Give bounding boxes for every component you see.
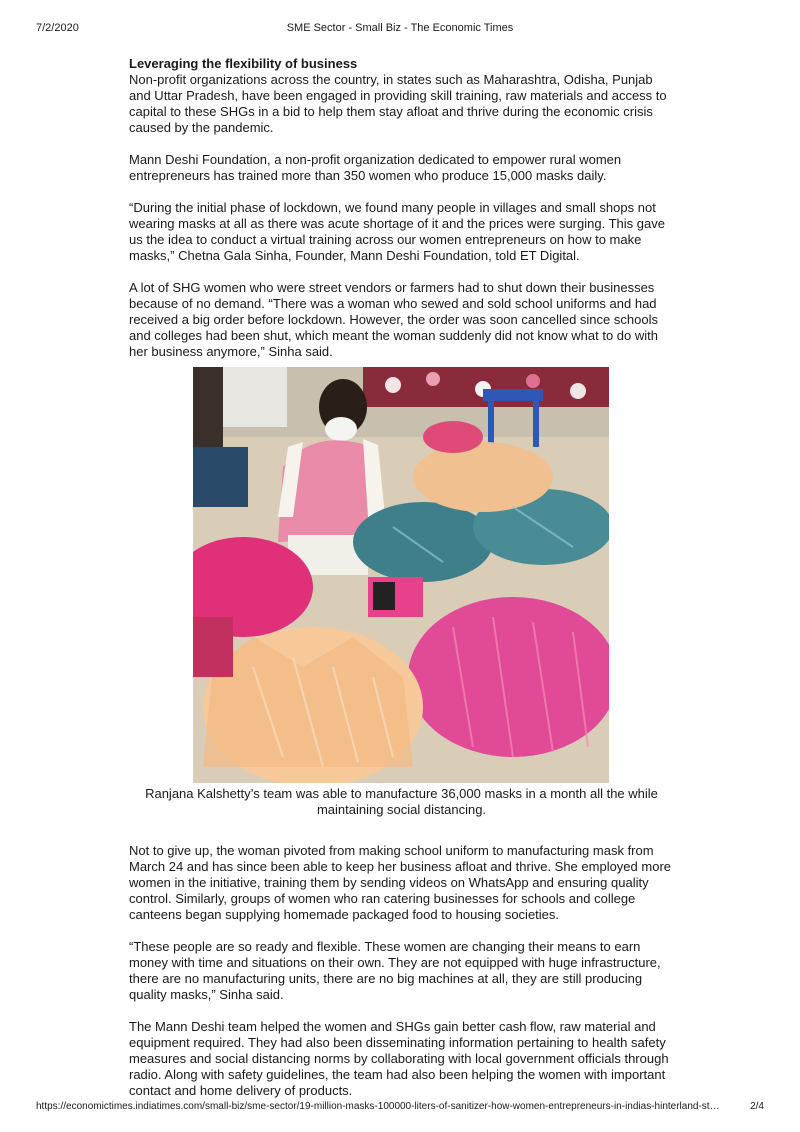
paragraph: “These people are so ready and flexible. These women are changing their means to earn money with time and situations on their own. They are not equipped with huge infrastructure, there are no manufacturing units, there are no big machines at all, they are still producing quality masks,” Sinha said. [129,939,661,1002]
article-photo [193,367,609,783]
paragraph: “During the initial phase of lockdown, we found many people in villages and small shops not wearing masks at all as there was acute shortage of it and the prices were surging. This gave us the idea to conduct a virtual training across our women entrepreneurs on how to make masks,” Chetna Gala Sinha, Founder, Mann Deshi Foundation, told ET Digital. [129,200,665,263]
article-body [129,56,674,1115]
paragraph: Mann Deshi Foundation, a non-profit organization dedicated to empower rural women entrepreneurs has trained more than 350 women who produce 15,000 masks daily. [129,152,622,183]
source-url: https://economictimes.indiatimes.com/small-biz/sme-sector/19-million-masks-100000-liters-of-sanitizer-how-women-entrepreneurs-in-indias-hinterland-st… [36,1101,720,1112]
page-number: 2/4 [750,1101,764,1112]
paragraph: The Mann Deshi team helped the women and SHGs gain better cash flow, raw material and equipment required. They had also been disseminating information pertaining to health safety measures and social distancing norms by collaborating with local government officials through radio. Along with safety guidelines, the team had also been helping the women with important contact and home delivery of products. [129,1019,669,1098]
paragraph: A lot of SHG women who were street vendors or farmers had to shut down their businesses because of no demand. “There was a woman who sewed and sold school uniforms and had received a big order before lockdown. However, the order was soon cancelled since schools and colleges had been shut, which meant the woman suddenly did not know what to do with her business anymore,” Sinha said. [129,280,659,359]
paragraph: Not to give up, the woman pivoted from making school uniform to manufacturing mask from March 24 and has since been able to keep her business afloat and thrive. She employed more women in the initiative, training them by sending videos on WhatsApp and ensuring quality control. Similarly, groups of women who ran catering businesses for schools and college canteens began supplying homemade packaged food to housing societies. [129,843,672,922]
paragraph: Non-profit organizations across the country, in states such as Maharashtra, Odisha, Punjab and Uttar Pradesh, have been engaged in providing skill training, raw materials and access to capital to these SHGs in a bid to help them stay afloat and thrive during the economic crisis caused by the pandemic. [129,72,667,135]
page-title: SME Sector - Small Biz - The Economic Times [286,22,514,34]
photo-women-making-masks [193,367,609,783]
image-caption: Ranjana Kalshetty’s team was able to manufacture 36,000 masks in a month all the while maintaining social distancing. [145,786,658,817]
print-date: 7/2/2020 [36,22,79,34]
section-heading: Leveraging the flexibility of business [129,56,358,71]
